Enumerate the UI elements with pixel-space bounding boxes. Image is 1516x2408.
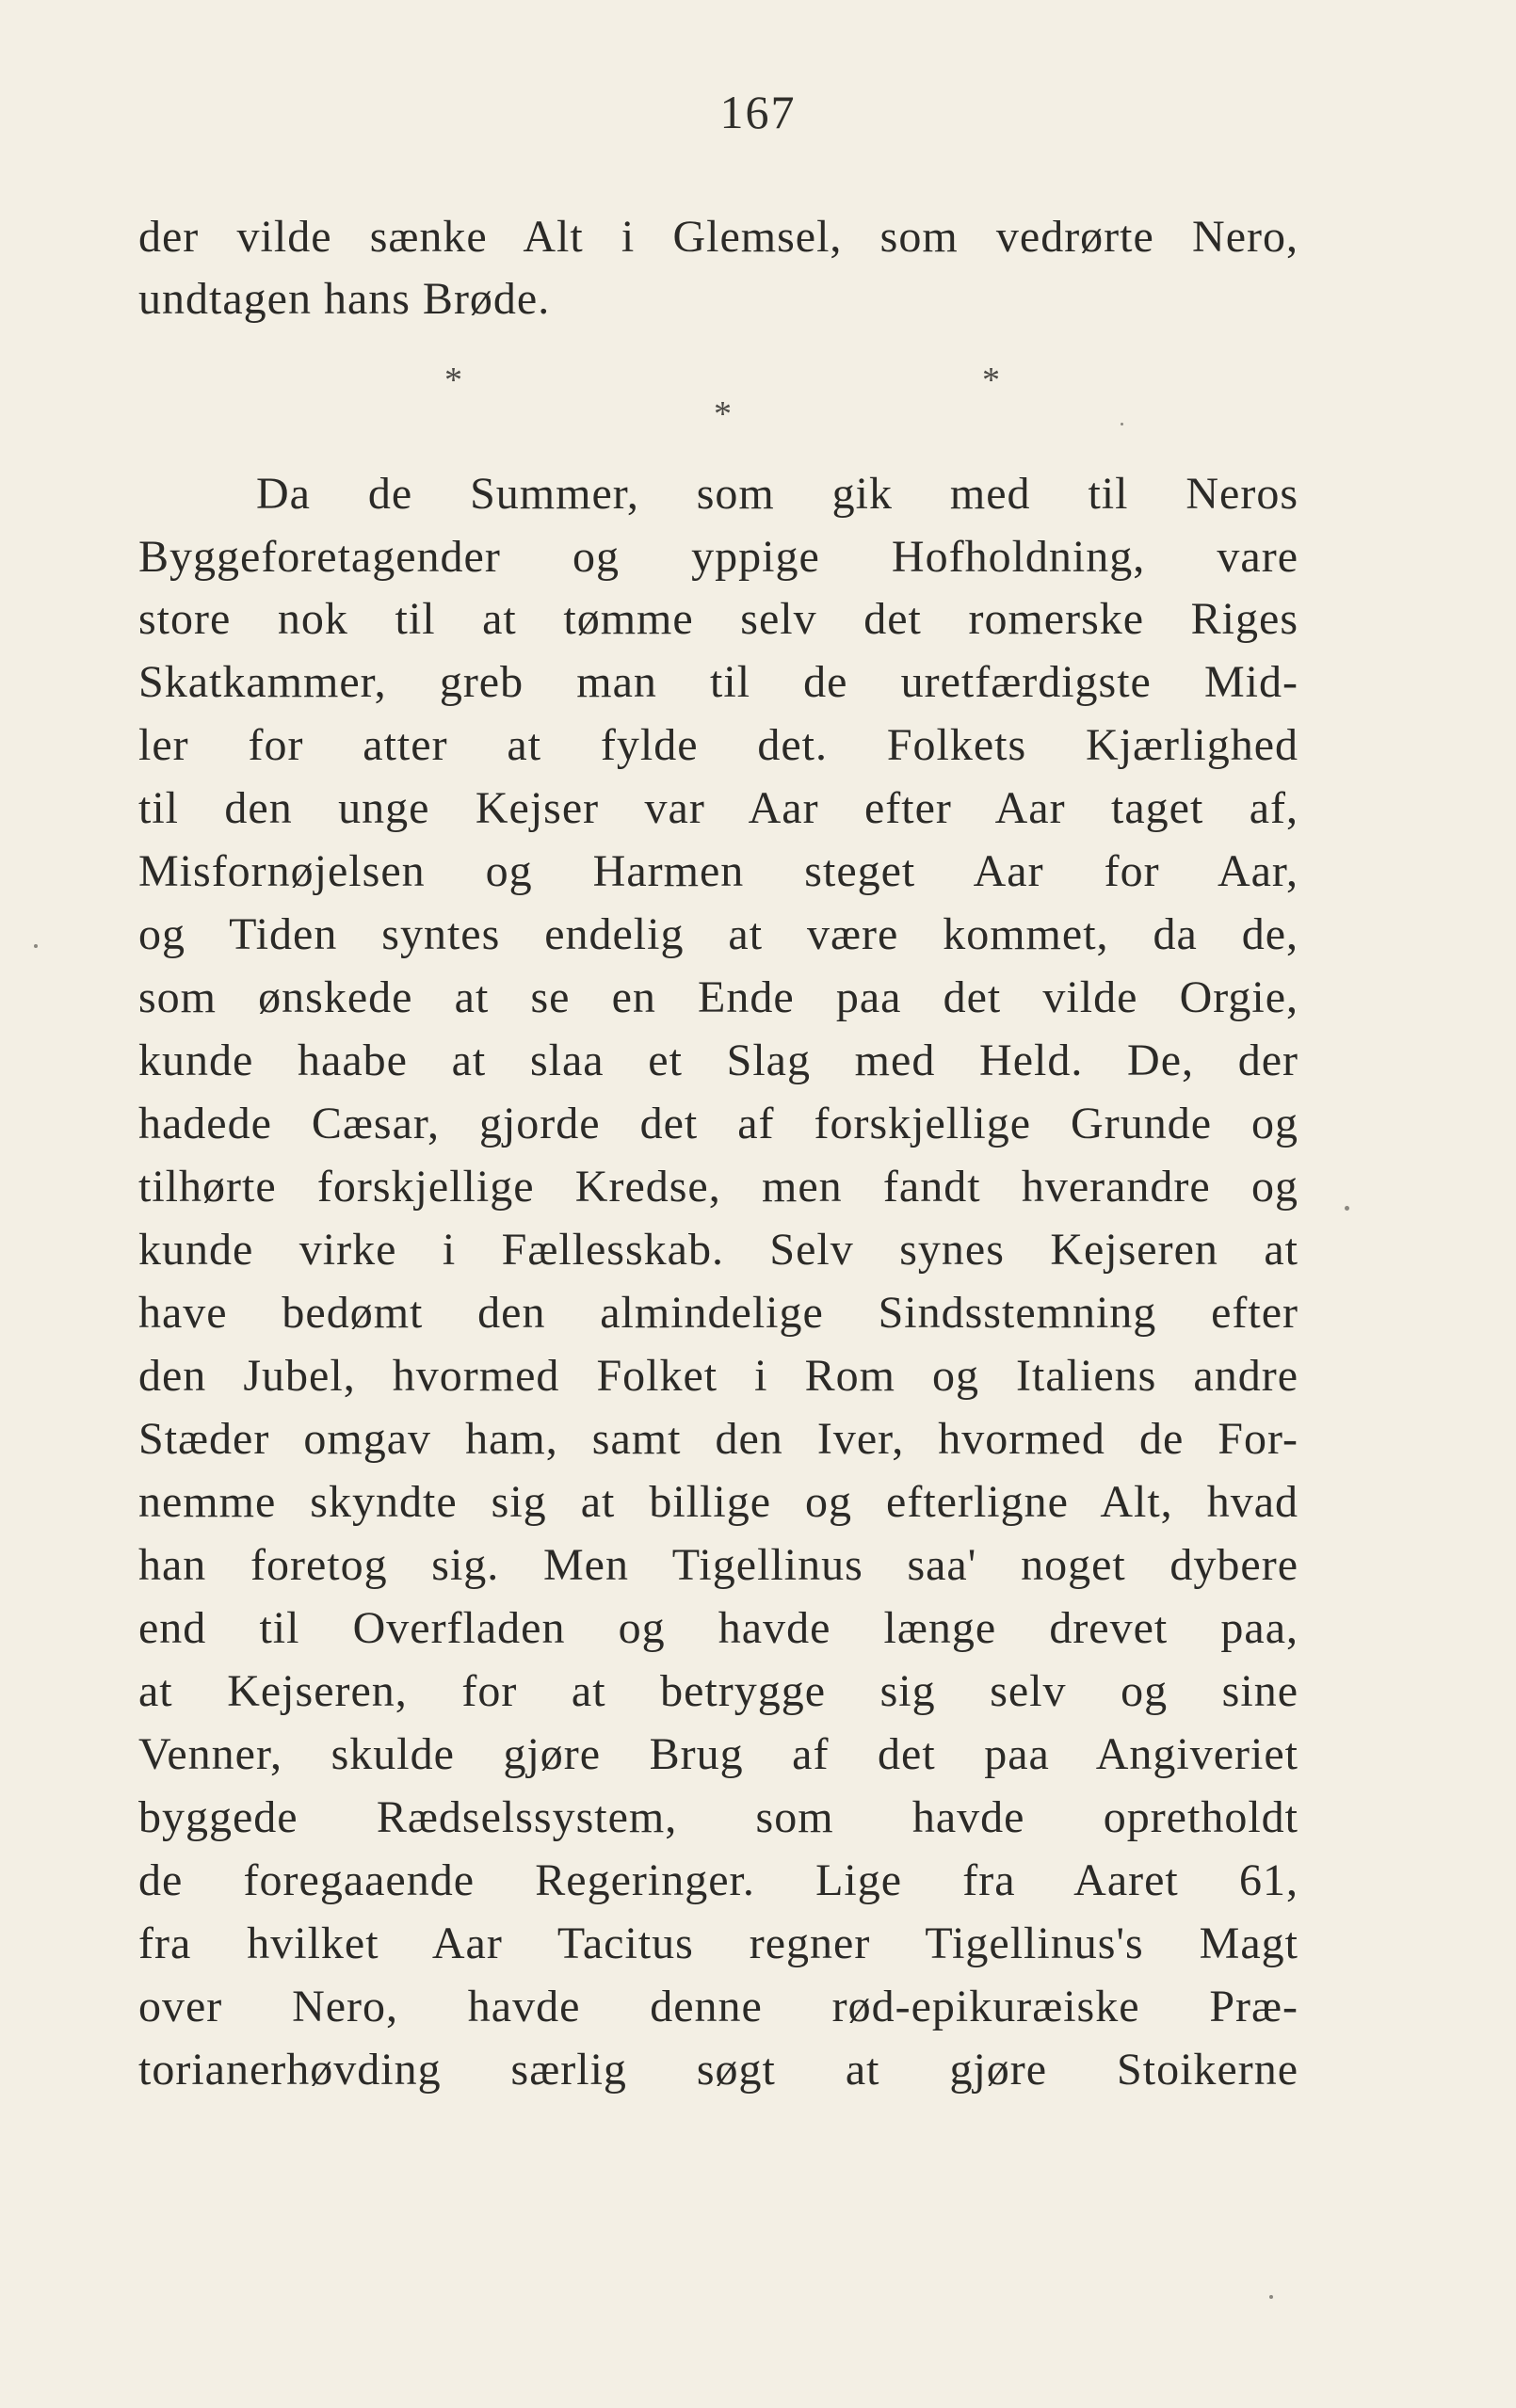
text-line: Misfornøjelsen og Harmen steget Aar for Aar,	[138, 846, 1298, 896]
text-line: Stæder omgav ham, samt den Iver, hvormed de For-	[138, 1414, 1298, 1464]
text-line: Skatkammer, greb man til de uretfærdigste Mid-	[138, 657, 1298, 707]
text-line: ler for atter at fylde det. Folkets Kjærlighed	[138, 720, 1298, 770]
text-line: den Jubel, hvormed Folket i Rom og Italiens andre	[138, 1351, 1298, 1401]
text-line: og Tiden syntes endelig at være kommet, da de,	[138, 909, 1298, 959]
text-line: til den unge Kejser var Aar efter Aar taget af,	[138, 783, 1298, 833]
text-line: torianerhøvding særlig søgt at gjøre Stoikerne	[138, 2045, 1298, 2095]
text-line: have bedømt den almindelige Sindsstemning efter	[138, 1288, 1298, 1338]
paper-speck	[34, 944, 38, 948]
paper-speck	[1345, 1206, 1349, 1211]
text-line: byggede Rædselssystem, som havde opretholdt	[138, 1792, 1298, 1842]
text-line: store nok til at tømme selv det romerske Riges	[138, 594, 1298, 644]
text-line: som ønskede at se en Ende paa det vilde Orgie,	[138, 972, 1298, 1022]
section-break-asterisk: *	[444, 361, 462, 400]
page-number: 167	[719, 86, 797, 138]
text-line: at Kejseren, for at betrygge sig selv og sine	[138, 1666, 1298, 1716]
paragraph-first-line: Da de Summer, som gik med til Neros	[256, 469, 1298, 519]
paper-speck	[1121, 423, 1123, 425]
paper-speck	[1269, 2295, 1273, 2299]
text-line: hadede Cæsar, gjorde det af forskjellige Grunde og	[138, 1099, 1298, 1148]
text-line: Byggeforetagender og yppige Hofholdning, vare	[138, 532, 1298, 582]
text-line: undtagen hans Brøde.	[138, 274, 551, 324]
text-line: kunde virke i Fællesskab. Selv synes Kejseren at	[138, 1225, 1298, 1275]
text-line: tilhørte forskjellige Kredse, men fandt hverandre og	[138, 1162, 1298, 1212]
text-line: over Nero, havde denne rød-epikuræiske Præ-	[138, 1982, 1298, 2031]
text-line: kunde haabe at slaa et Slag med Held. De, der	[138, 1035, 1298, 1085]
text-line: end til Overfladen og havde længe drevet paa,	[138, 1603, 1298, 1653]
text-line: de foregaaende Regeringer. Lige fra Aaret 61,	[138, 1855, 1298, 1905]
text-line: Venner, skulde gjøre Brug af det paa Angiveriet	[138, 1729, 1298, 1779]
text-line: han foretog sig. Men Tigellinus saa' noget dybere	[138, 1540, 1298, 1590]
section-break-asterisk: *	[714, 394, 732, 434]
section-break-asterisk: *	[982, 361, 1000, 400]
text-line: nemme skyndte sig at billige og efterligne Alt, hvad	[138, 1477, 1298, 1527]
text-line: fra hvilket Aar Tacitus regner Tigellinus's Magt	[138, 1918, 1298, 1968]
text-line: der vilde sænke Alt i Glemsel, som vedrørte Nero,	[138, 212, 1298, 262]
